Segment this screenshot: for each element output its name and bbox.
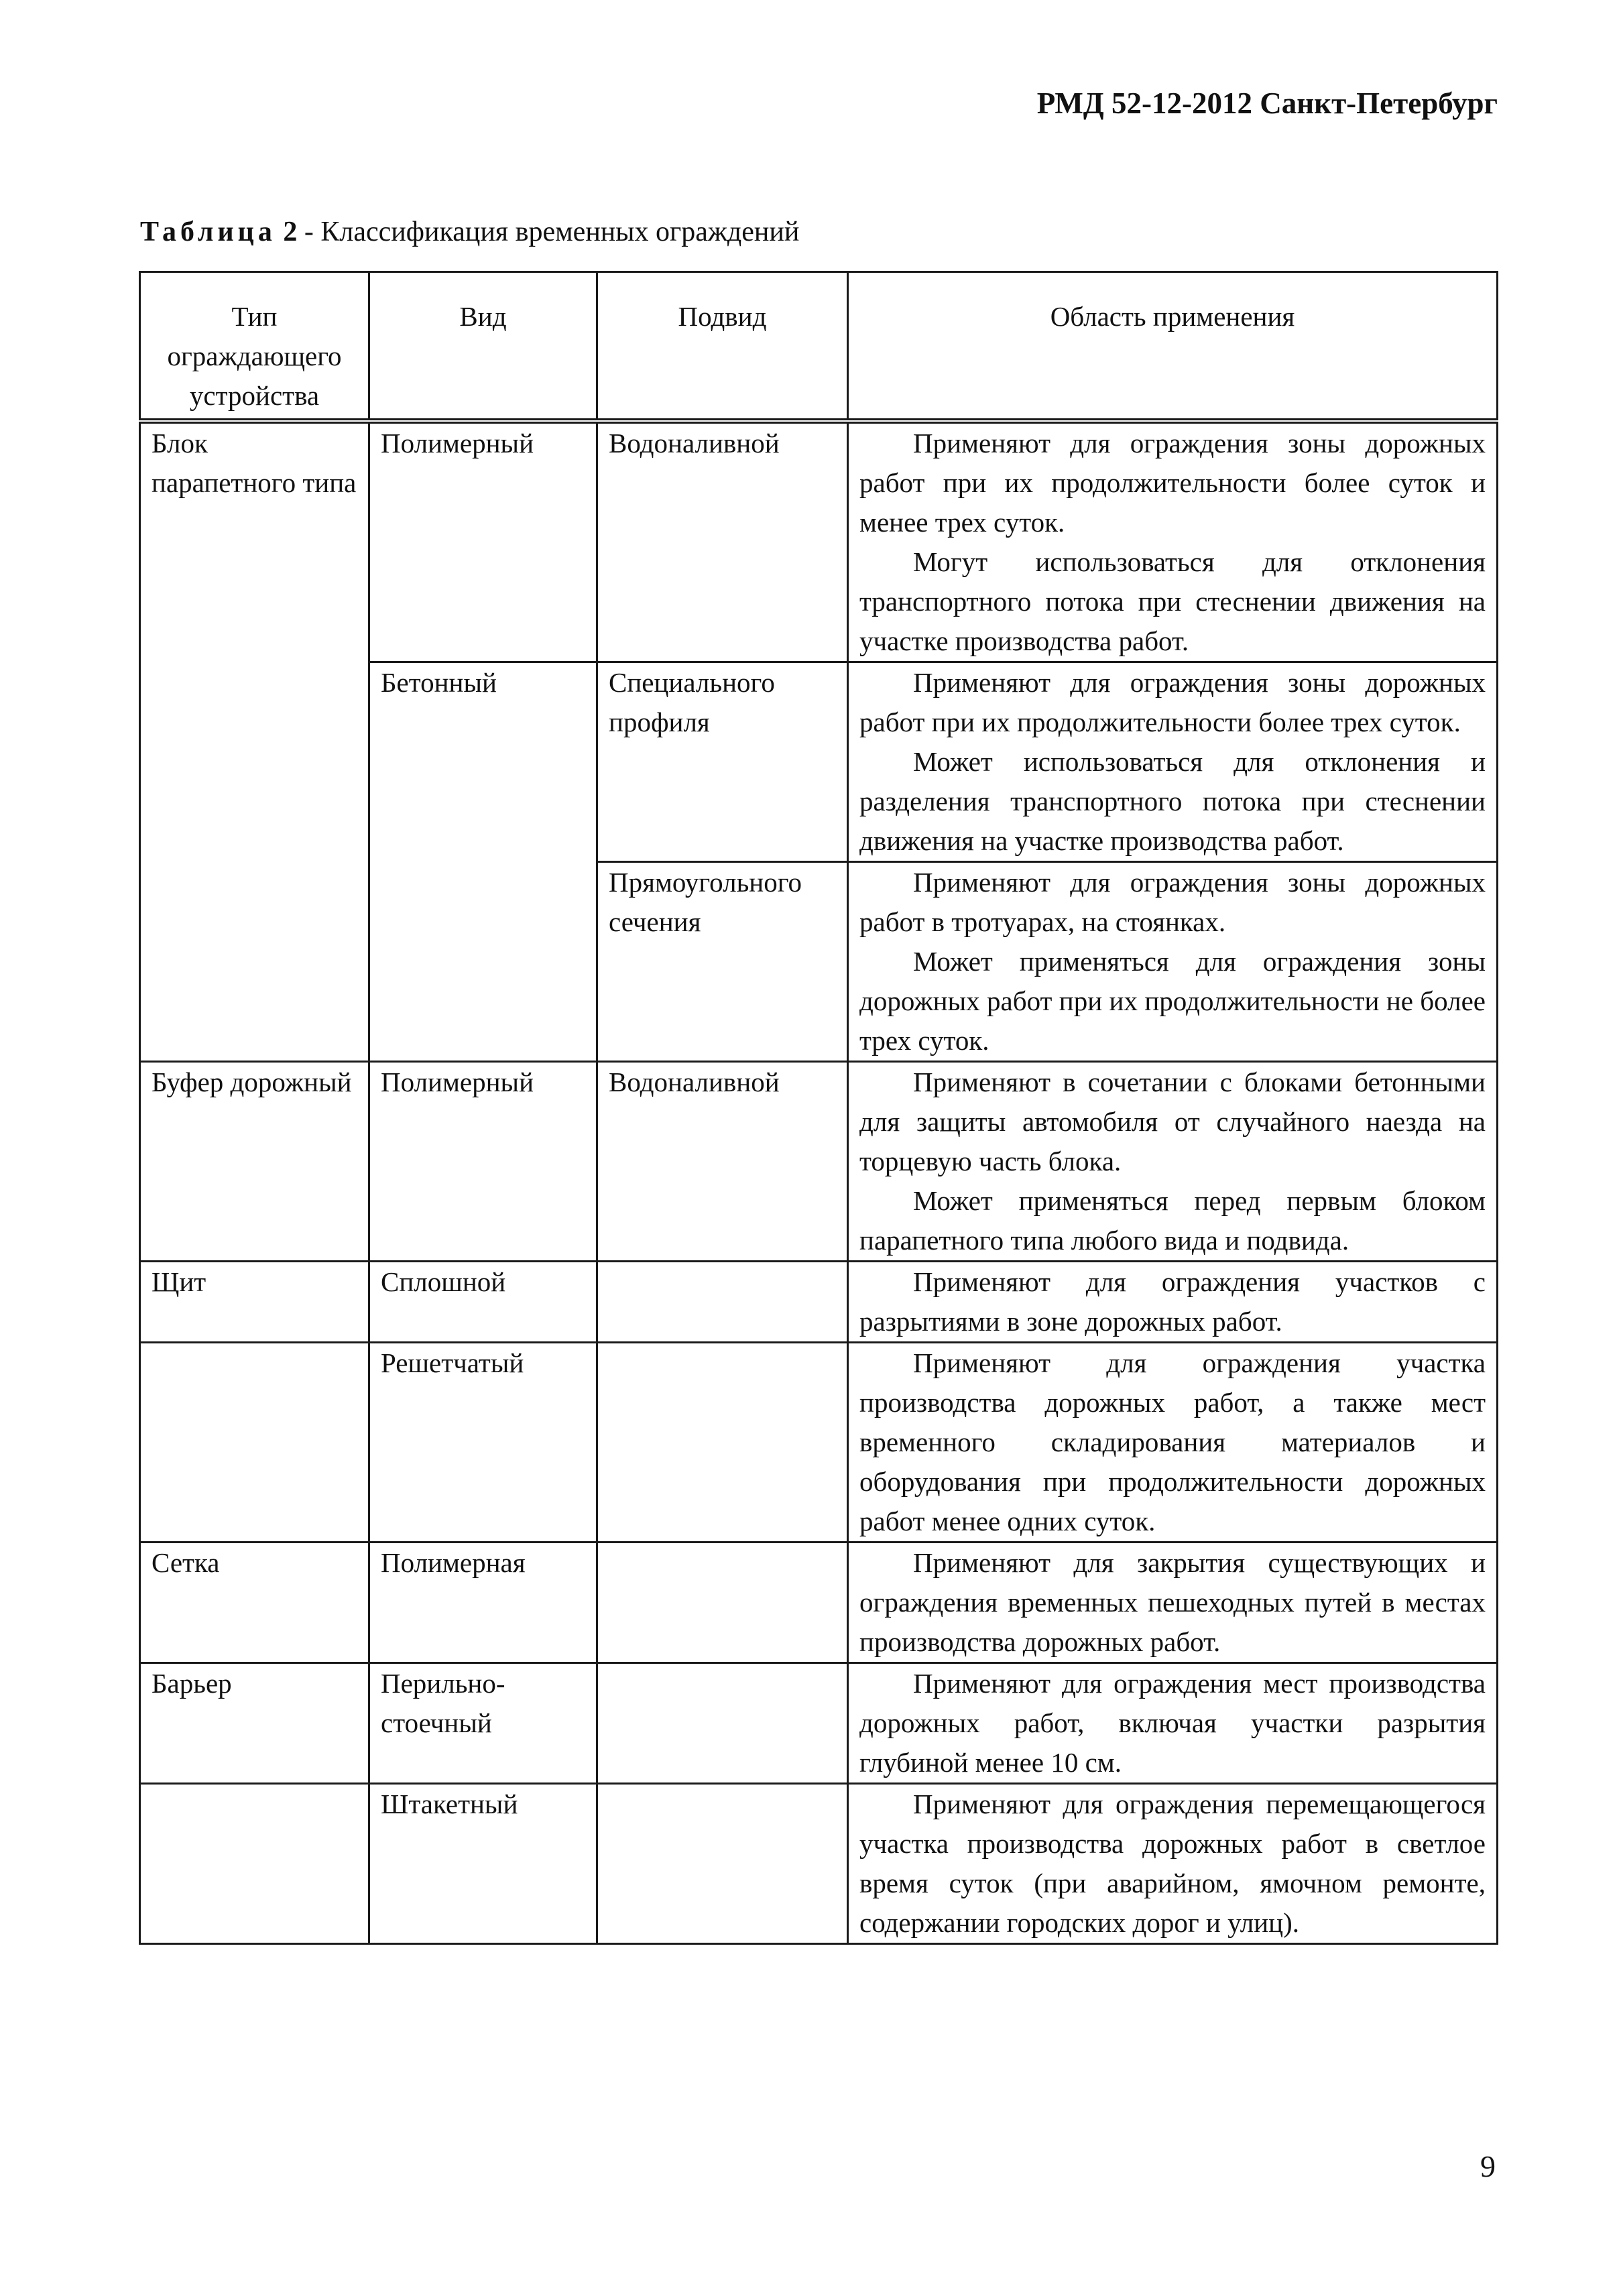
cell-usage (848, 1542, 1498, 1663)
cell-subkind (597, 1783, 848, 1943)
table-row (140, 1061, 1498, 1261)
cell-kind: Бетонный (369, 662, 597, 1061)
usage-paragraph: Применяют для ограждения зоны дорожных работ при их продолжительности более суток и менее трех суток. (859, 427, 1486, 538)
header-kind: Вид (369, 272, 597, 421)
header-subkind: Подвид (597, 272, 848, 421)
cell-usage (848, 421, 1498, 662)
cell-kind: Полимерный (369, 1061, 597, 1261)
usage-paragraph: Применяют для ограждения зоны дорожных работ в тротуарах, на стоянках. (859, 866, 1486, 937)
cell-type (140, 1342, 369, 1542)
cell-usage (848, 1261, 1498, 1342)
cell-kind: Штакетный (369, 1783, 597, 1943)
cell-kind: Полимерный (369, 421, 597, 662)
cell-kind: Перильно-стоечный (369, 1663, 597, 1783)
table-row (140, 1342, 1498, 1542)
document-reference: РМД 52-12-2012 Санкт-Петербург (1036, 86, 1498, 120)
cell-subkind: Специального профиля (597, 662, 848, 861)
table-row (140, 1261, 1498, 1342)
usage-paragraph: Может применяться для ограждения зоны дорожных работ при их продолжительности не более трех суток. (859, 945, 1486, 1056)
usage-paragraph: Может применяться перед первым блоком парапетного типа любого вида и подвида. (859, 1185, 1486, 1256)
cell-type: Буфер дорожный (140, 1061, 369, 1261)
cell-subkind (597, 1261, 848, 1342)
cell-type (140, 1783, 369, 1943)
cell-subkind (597, 1342, 848, 1542)
table-row (140, 1783, 1498, 1943)
cell-subkind: Водоналивной (597, 1061, 848, 1261)
usage-paragraph: Применяют для ограждения зоны дорожных работ при их продолжительности более трех суток. (859, 666, 1486, 737)
usage-paragraph: Применяют для ограждения перемещающегося участка производства дорожных работ в светлое время суток (при аварийном, ямочном ремонте, содержании городских дорог и улиц). (859, 1788, 1486, 1938)
cell-subkind: Прямоугольного сечения (597, 861, 848, 1061)
cell-usage (848, 662, 1498, 861)
table-row (140, 1542, 1498, 1663)
cell-usage (848, 1342, 1498, 1542)
header-usage: Область применения (848, 272, 1498, 421)
cell-subkind: Водоналивной (597, 421, 848, 662)
table-header-row (140, 272, 1498, 421)
usage-paragraph: Может использоваться для отклонения и разделения транспортного потока при стеснении движения на участке производства работ. (859, 745, 1486, 856)
cell-usage (848, 1663, 1498, 1783)
cell-kind: Полимерная (369, 1542, 597, 1663)
caption-text: - Классификация временных ограждений (297, 217, 800, 247)
cell-type: Барьер (140, 1663, 369, 1783)
classification-table (139, 271, 1498, 1945)
cell-kind: Сплошной (369, 1261, 597, 1342)
usage-paragraph: Применяют для ограждения участка производства дорожных работ, а также мест временного складирования материалов и оборудования при продолжительности дорожных работ менее одних суток. (859, 1347, 1486, 1536)
cell-kind: Решетчатый (369, 1342, 597, 1542)
cell-type: Блок парапетного типа (140, 421, 369, 1062)
table-row (140, 421, 1498, 662)
cell-usage (848, 1061, 1498, 1261)
usage-paragraph: Применяют для ограждения участков с разрытиями в зоне дорожных работ. (859, 1266, 1486, 1337)
page-number: 9 (1480, 2149, 1496, 2183)
cell-type: Щит (140, 1261, 369, 1342)
header-type: Тип ограждающего устройства (140, 272, 369, 421)
usage-paragraph: Применяют для ограждения мест производства дорожных работ, включая участки разрытия глубиной менее 10 см. (859, 1667, 1486, 1778)
table-caption (140, 216, 799, 248)
usage-paragraph: Применяют в сочетании с блоками бетонными для защиты автомобиля от случайного наезда на торцевую часть блока. (859, 1066, 1486, 1176)
usage-paragraph: Применяют для закрытия существующих и ограждения временных пешеходных путей в местах производства дорожных работ. (859, 1547, 1486, 1657)
caption-number: 2 (283, 217, 298, 247)
caption-label: Таблица (140, 217, 276, 247)
cell-subkind (597, 1542, 848, 1663)
cell-usage (848, 1783, 1498, 1943)
cell-subkind (597, 1663, 848, 1783)
cell-type: Сетка (140, 1542, 369, 1663)
cell-usage (848, 861, 1498, 1061)
table-row (140, 1663, 1498, 1783)
usage-paragraph: Могут использоваться для отклонения транспортного потока при стеснении движения на участке производства работ. (859, 546, 1486, 656)
